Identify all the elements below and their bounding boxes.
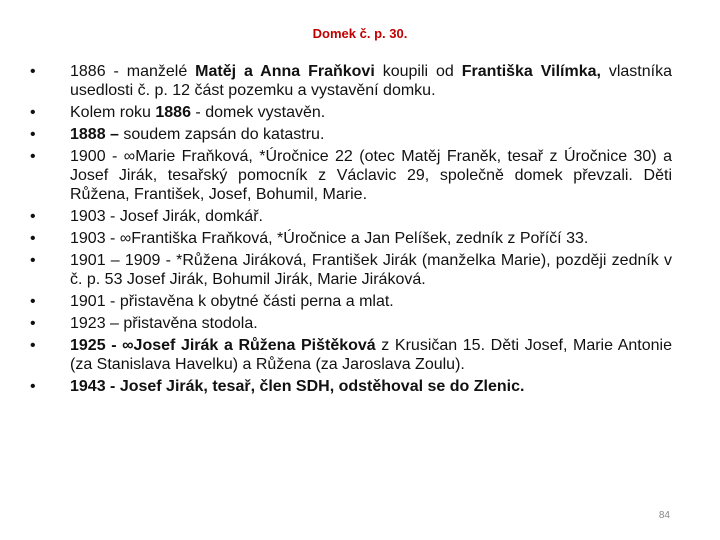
- item-text-bold: Matěj a Anna Fraňkovi: [195, 63, 375, 80]
- list-item: [30, 207, 672, 226]
- item-text-bold: 1943 - Josef Jirák, tesař, člen SDH, odstěhoval se do Zlenic.: [70, 378, 525, 395]
- item-text: 1903 - Josef Jirák, domkář.: [70, 208, 263, 225]
- item-text-bold: 1886: [155, 104, 191, 121]
- list-item: [30, 103, 672, 122]
- list-item: [30, 377, 672, 396]
- item-text: - domek vystavěn.: [190, 104, 326, 121]
- page-number: 84: [658, 510, 670, 521]
- item-text: 1900 - ∞Marie Fraňková, *Úročnice 22 (otec Matěj Franěk, tesař z Úročnice 30) a Josef Jirák, tesařský pomocník z Václavic 29, společně domek převzali. Děti Růžena, František, Josef, Bohumil, Marie.: [70, 148, 672, 203]
- item-text: z Krusičan 15. Děti Josef, Marie Antonie (za Stanislava Havelku) a Růžena (za Jaroslava Zoulu).: [70, 337, 673, 373]
- list-item: [30, 292, 672, 311]
- history-list: [30, 62, 672, 399]
- item-text: 1903 - ∞Františka Fraňková, *Úročnice a Jan Pelíšek, zedník z Poříčí 33.: [70, 230, 589, 247]
- slide-title: Domek č. p. 30.: [312, 26, 408, 41]
- item-text: vlastníka usedlosti č. p. 12 část pozemku a vystavění domku.: [70, 63, 672, 99]
- list-item: [30, 125, 672, 144]
- item-text-bold: Františka Vilímka,: [461, 63, 601, 80]
- list-item: [30, 314, 672, 333]
- list-item: [30, 62, 672, 100]
- item-text: 1886 - manželé: [70, 63, 196, 80]
- list-item: [30, 229, 672, 248]
- item-text: 1901 – 1909 - *Růžena Jiráková, František Jirák (manželka Marie), později zedník v č. p. 53 Josef Jirák, Bohumil Jirák, Marie Jiráková.: [70, 252, 672, 288]
- item-text-bold: 1888 –: [70, 126, 124, 143]
- list-item: [30, 336, 672, 374]
- list-item: [30, 251, 672, 289]
- list-item: [30, 147, 672, 204]
- item-text: koupili od: [374, 63, 462, 80]
- item-text-bold: 1925 - ∞Josef Jirák a Růžena Pištěková: [70, 337, 376, 354]
- item-text: 1901 - přistavěna k obytné části perna a mlat.: [70, 293, 394, 310]
- item-text: 1923 – přistavěna stodola.: [70, 315, 258, 332]
- item-text: soudem zapsán do katastru.: [123, 126, 325, 143]
- item-text: Kolem roku: [70, 104, 156, 121]
